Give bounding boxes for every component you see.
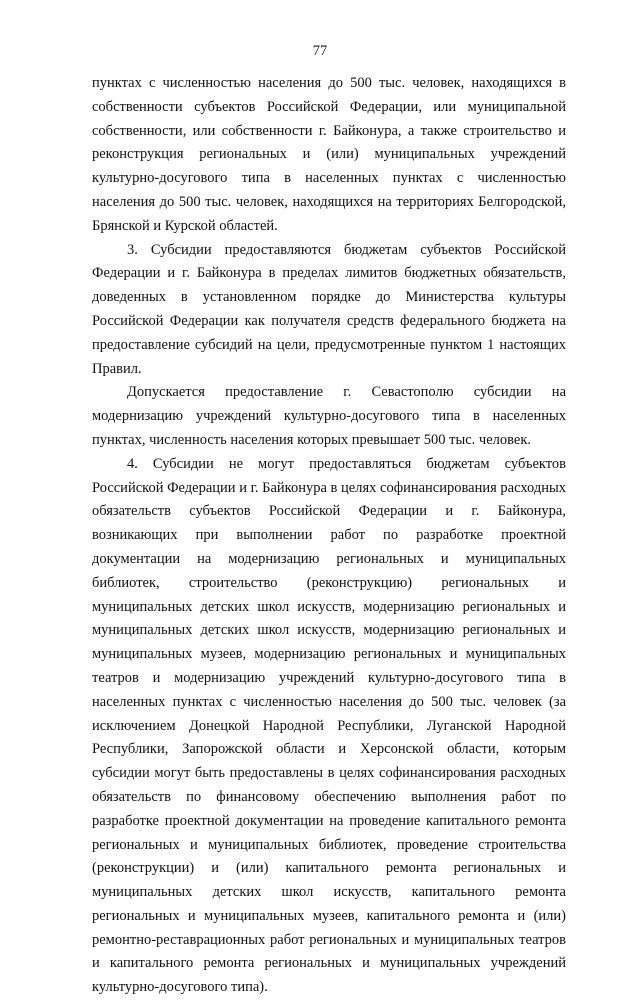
paragraph-clause-3: 3. Субсидии предоставляются бюджетам субъектов Российской Федерации и г. Байконура в пределах лимитов бюджетных обязательств, доведенных в установленном порядке до Министерства культуры Российской Федерации как получателя средств федерального бюджета на предоставление субсидий на цели, предусмотренные пунктом 1 настоящих Правил. [92, 241, 566, 377]
page-number: 77 [312, 43, 328, 59]
paragraph-sevastopol-exception: Допускается предоставление г. Севастополю субсидии на модернизацию учреждений культурно-досугового типа в населенных пунктах, численность населения которых превышает 500 тыс. человек. [92, 384, 566, 448]
document-body [92, 72, 566, 1000]
paragraph-continuation: пунктах с численностью населения до 500 тыс. человек, находящихся в собственности субъектов Российской Федерации, или муниципальной собственности, или собственности г. Байконура, а также строительство и реконструкция региональных и (или) муниципальных учреждений культурно-досугового типа в населенных пунктах с численностью населения до 500 тыс. человек, находящихся на территориях Белгородской, Брянской и Курской областей. [92, 75, 566, 234]
paragraph-clause-4: 4. Субсидии не могут предоставляться бюджетам субъектов Российской Федерации и г. Байконура в целях софинансирования расходных обязательств субъектов Российской Федерации и г. Байконура, возникающих при выполнении работ по разработке проектной документации на модернизацию региональных и муниципальных библиотек, строительство (реконструкцию) региональных и муниципальных детских школ искусств, модернизацию региональных и муниципальных детских школ искусств, модернизацию региональных и муниципальных музеев, модернизацию региональных и муниципальных театров и модернизацию учреждений культурно-досугового типа в населенных пунктах с численностью населения до 500 тыс. человек (за исключением Донецкой Народной Республики, Луганской Народной Республики, Запорожской области и Херсонской области, которым субсидии могут быть предоставлены в целях софинансирования расходных обязательств по финансовому обеспечению выполнения работ по разработке проектной документации на проведение капитального ремонта региональных и муниципальных библиотек, проведение строительства (реконструкции) и (или) капитального ремонта региональных и муниципальных детских школ искусств, капитального ремонта региональных и муниципальных музеев, капитального ремонта и (или) ремонтно-реставрационных работ региональных и муниципальных театров и капитального ремонта региональных и муниципальных учреждений культурно-досугового типа). [92, 455, 566, 996]
